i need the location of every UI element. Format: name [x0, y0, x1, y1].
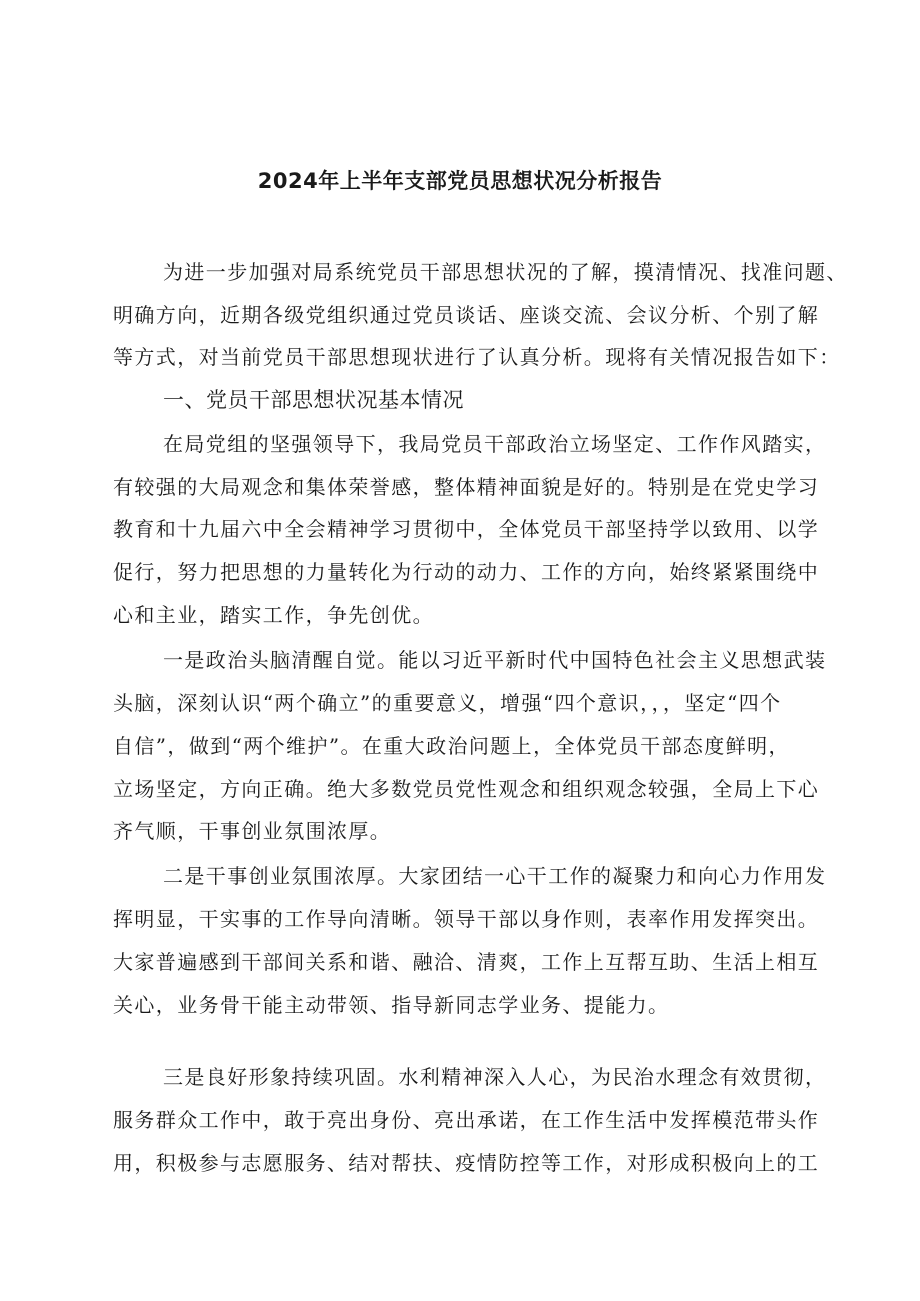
- paragraph-line: 促行，努力把思想的力量转化为行动的动力、工作的方向，始终紧紧围绕中: [113, 560, 820, 584]
- intro-line: 为进一步加强对局系统党员干部思想状况的了解，摸清情况、找准问题、: [163, 260, 848, 284]
- paragraph-line: 齐气顺，干事创业氛围浓厚。: [113, 819, 392, 843]
- paragraph-line: 心和主业，踏实工作，争先创优。: [113, 603, 434, 627]
- paragraph-line: 一是政治头脑清醒自觉。能以习近平新时代中国特色社会主义思想武装: [163, 648, 827, 672]
- document-title: 2024年上半年支部党员思想状况分析报告: [257, 169, 663, 193]
- paragraph-line: 自信”，做到“两个维护”。在重大政治问题上，全体党员干部态度鲜明，: [113, 734, 790, 758]
- paragraph-line: 服务群众工作中，敢于亮出身份、亮出承诺，在工作生活中发挥模范带头作: [113, 1108, 820, 1132]
- paragraph-line: 大家普遍感到干部间关系和谐、融洽、清爽，工作上互帮互助、生活上相互: [113, 950, 820, 974]
- paragraph-line: 用，积极参与志愿服务、结对帮扶、疫情防控等工作，对形成积极向上的工: [113, 1151, 820, 1175]
- paragraph-line: 挥明显，干实事的工作导向清晰。领导干部以身作则，表率作用发挥突出。: [113, 907, 820, 931]
- paragraph-line: 有较强的大局观念和集体荣誉感，整体精神面貌是好的。特别是在党史学习: [113, 475, 820, 499]
- paragraph-line: 立场坚定，方向正确。绝大多数党员党性观念和组织观念较强，全局上下心: [113, 777, 820, 801]
- paragraph-line: 三是良好形象持续巩固。水利精神深入人心，为民治水理念有效贯彻，: [163, 1065, 827, 1089]
- paragraph-line: 在局党组的坚强领导下，我局党员干部政治立场坚定、工作作风踏实，: [163, 432, 827, 456]
- intro-line: 等方式，对当前党员干部思想现状进行了认真分析。现将有关情况报告如下：: [113, 345, 841, 369]
- paragraph-line: 教育和十九届六中全会精神学习贯彻中，全体党员干部坚持学以致用、以学: [113, 517, 820, 541]
- paragraph-line: 头脑，深刻认识“两个确立”的重要意义，增强“四个意识，，，坚定“四个: [113, 691, 782, 715]
- section-heading: 一、党员干部思想状况基本情况: [163, 388, 464, 412]
- paragraph-line: 关心，业务骨干能主动带领、指导新同志学业务、提能力。: [113, 993, 670, 1017]
- intro-line: 明确方向，近期各级党组织通过党员谈话、座谈交流、会议分析、个别了解: [113, 303, 820, 327]
- paragraph-line: 二是干事创业氛围浓厚。大家团结一心干工作的凝聚力和向心力作用发: [163, 864, 827, 888]
